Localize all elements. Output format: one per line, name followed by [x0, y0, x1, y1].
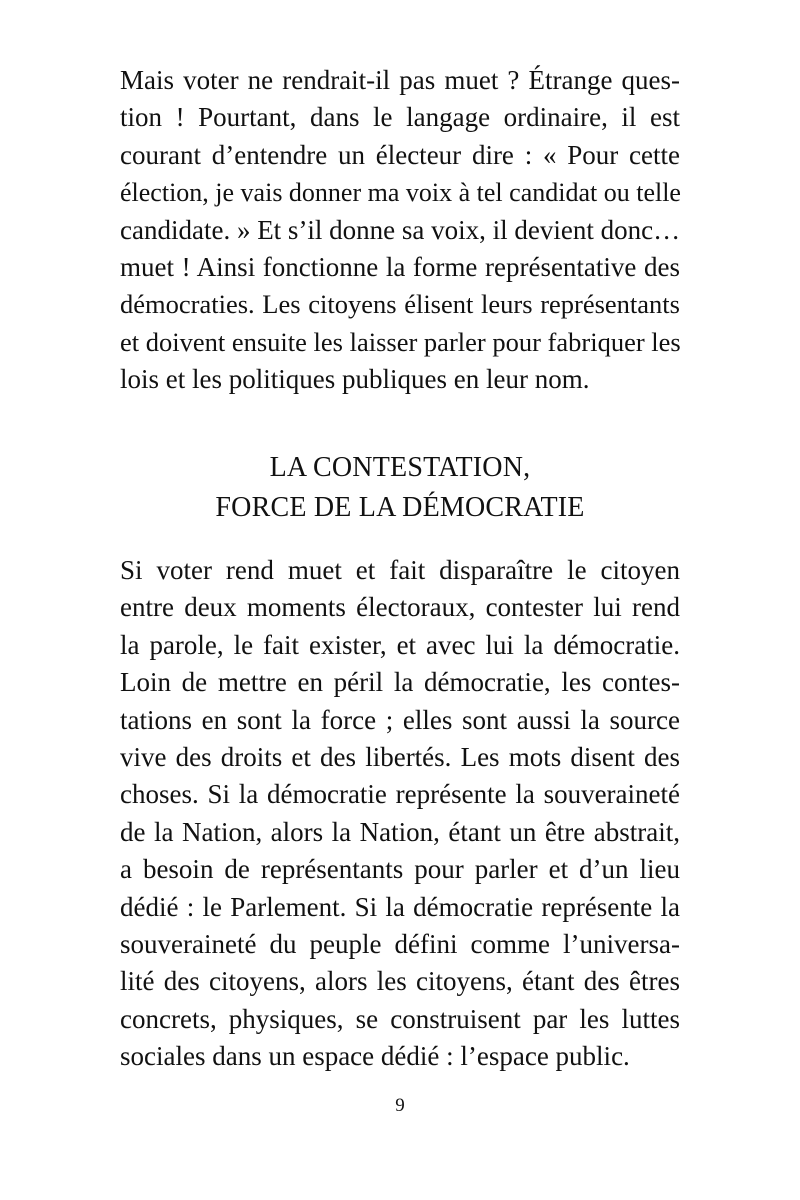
text-line: tion ! Pourtant, dans le langage ordinaire, il est	[120, 102, 680, 133]
text-line: la parole, le fait exister, et avec lui la démocratie.	[120, 629, 680, 660]
body-paragraph-2	[120, 552, 680, 1075]
text-line: démocraties. Les citoyens élisent leurs représentants	[120, 289, 680, 320]
page-number: 9	[395, 1095, 405, 1116]
text-line: Si voter rend muet et fait disparaître le citoyen	[120, 555, 680, 585]
text-line: et doivent ensuite les laisser parler pour fabriquer les	[120, 326, 681, 357]
section-heading	[0, 448, 800, 528]
text-line: dédié : le Parlement. Si la démocratie représente la	[120, 891, 680, 922]
text-line: élection, je vais donner ma voix à tel candidat ou telle	[120, 178, 681, 208]
text-line: a besoin de représentants pour parler et d’un lieu	[120, 854, 680, 885]
text-line: candidate. » Et s’il donne sa voix, il devient donc…	[120, 214, 681, 245]
text-line: souveraineté du peuple défini comme l’universa-	[120, 928, 680, 959]
text-line: Loin de mettre en péril la démocratie, les contes-	[120, 667, 680, 698]
section-heading-line-2: FORCE DE LA DÉMOCRATIE	[215, 492, 585, 523]
section-heading-line-1: LA CONTESTATION,	[269, 452, 531, 483]
text-line: muet ! Ainsi fonctionne la forme représentative des	[120, 251, 680, 282]
text-line: de la Nation, alors la Nation, étant un être abstrait,	[120, 816, 680, 847]
text-line: tations en sont la force ; elles sont aussi la source	[120, 704, 680, 735]
text-line: sociales dans un espace dédié : l’espace public.	[120, 1041, 630, 1072]
body-paragraph-1	[120, 62, 680, 399]
text-line: vive des droits et des libertés. Les mots disent des	[120, 741, 680, 772]
text-line: entre deux moments électoraux, contester lui rend	[120, 592, 680, 623]
text-line: lité des citoyens, alors les citoyens, étant des êtres	[120, 966, 680, 997]
text-line: courant d’entendre un électeur dire : « Pour cette	[120, 139, 680, 170]
text-line: Mais voter ne rendrait-il pas muet ? Étrange ques-	[120, 65, 680, 95]
text-line: concrets, physiques, se construisent par les luttes	[120, 1003, 680, 1034]
text-line: lois et les politiques publiques en leur nom.	[120, 364, 590, 395]
text-line: choses. Si la démocratie représente la souveraineté	[120, 779, 680, 810]
